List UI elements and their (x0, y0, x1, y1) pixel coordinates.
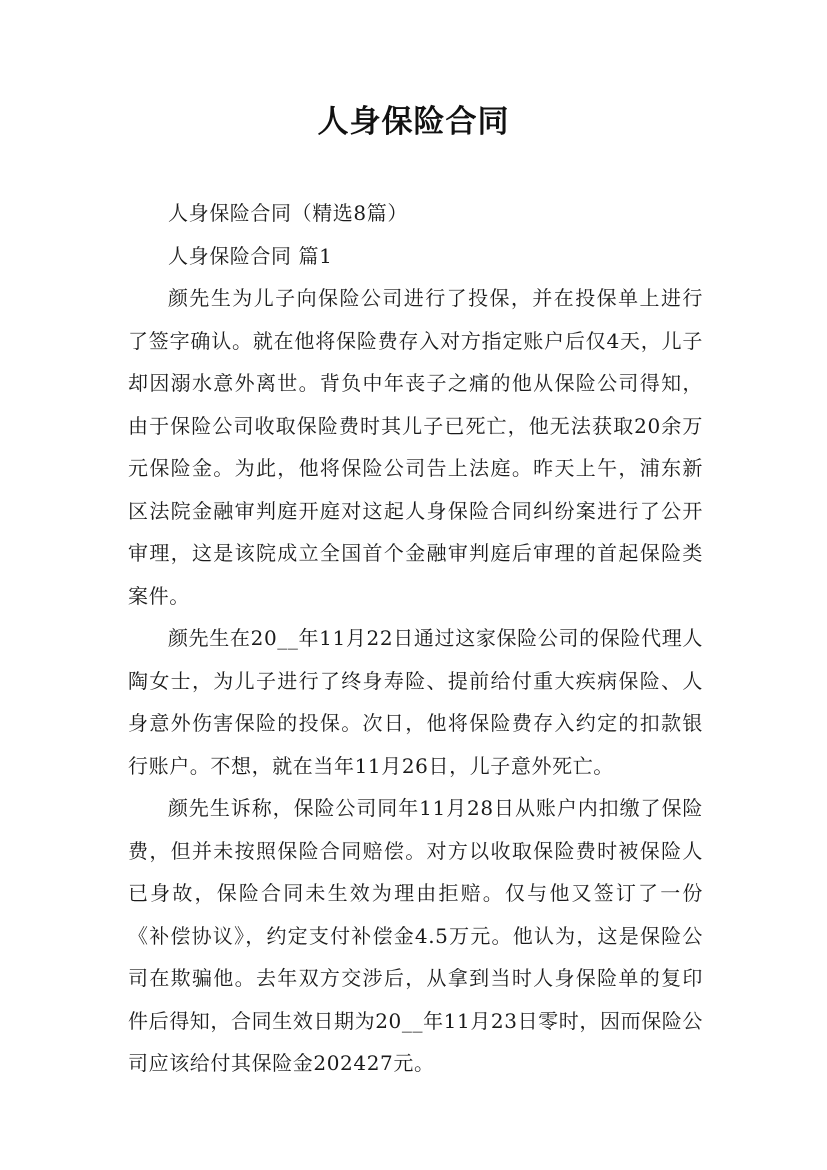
paragraph: 颜先生在20__年11月22日通过这家保险公司的保险代理人陶女士，为儿子进行了终身寿险、提前给付重大疾病保险、人身意外伤害保险的投保。次日，他将保险费存入约定的扣款银行账户。不想，就在当年11月26日，儿子意外死亡。 (128, 626, 703, 778)
section-heading: 人身保险合同 篇1 (168, 243, 333, 268)
paragraph: 颜先生诉称，保险公司同年11月28日从账户内扣缴了保险费，但并未按照保险合同赔偿。对方以收取保险费时被保险人已身故，保险合同未生效为理由拒赔。仅与他又签订了一份《补偿协议》，约定支付补偿金4.5万元。他认为，这是保险公司在欺骗他。去年双方交涉后，从拿到当时人身保险单的复印件后得知，合同生效日期为20__年11月23日零时，因而保险公司应该给付其保险金202427元。 (128, 796, 703, 1075)
subtitle-line: 人身保险合同（精选8篇） (168, 201, 408, 225)
document-title: 人身保险合同 (317, 104, 510, 140)
paragraph: 颜先生为儿子向保险公司进行了投保，并在投保单上进行了签字确认。就在他将保险费存入对方指定账户后仅4天，儿子却因溺水意外离世。背负中年丧子之痛的他从保险公司得知，由于保险公司收取保险费时其儿子已死亡，他无法获取20余万元保险金。为此，他将保险公司告上法庭。昨天上午，浦东新区法院金融审判庭开庭对这起人身保险合同纠纷案进行了公开审理，这是该院成立全国首个金融审判庭后审理的首起保险类案件。 (128, 286, 703, 608)
document-body (128, 192, 703, 1085)
